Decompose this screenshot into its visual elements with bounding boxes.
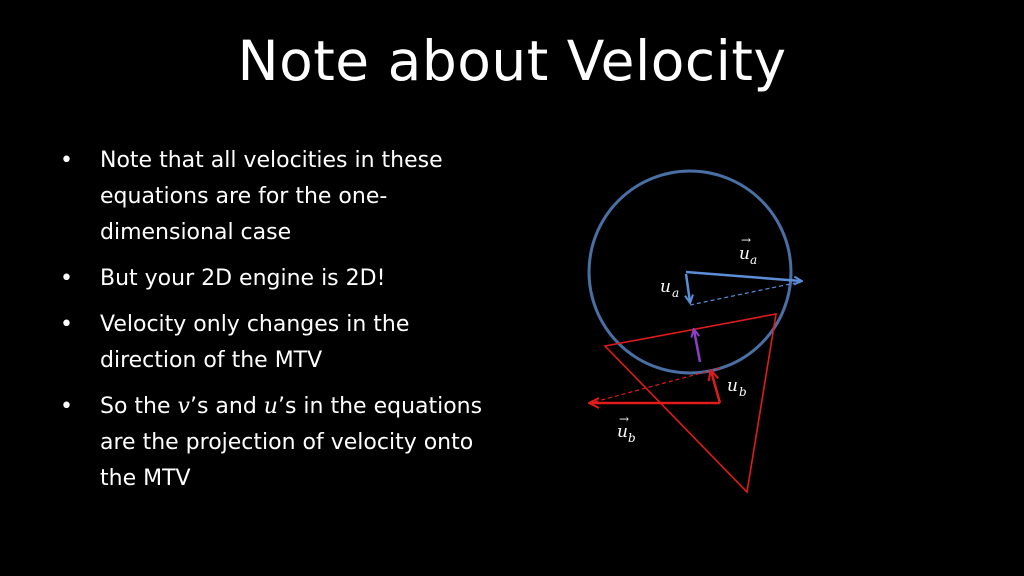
- velocity-vector-a: [686, 272, 801, 281]
- slide-title: Note about Velocity: [237, 29, 787, 93]
- label-ub-vector: [617, 412, 636, 445]
- label-base: u: [727, 376, 738, 396]
- bullet-marker: •: [60, 394, 73, 419]
- vector-arrow-glyph: →: [619, 412, 630, 426]
- bullet-text: But your 2D engine is 2D!: [100, 266, 386, 291]
- label-base: u: [739, 244, 750, 264]
- bullet-marker: •: [60, 148, 73, 173]
- bullet-text-pre: So the: [100, 394, 178, 419]
- projection-line-b: [594, 368, 720, 402]
- bullet-text: Velocity only changes in the direction of the MTV: [100, 312, 410, 373]
- mtv-arrow: [694, 330, 700, 362]
- math-var-u: u: [263, 394, 278, 419]
- label-subscript: a: [672, 286, 680, 300]
- label-subscript: a: [750, 253, 758, 267]
- label-subscript: b: [628, 431, 636, 445]
- projection-line-a: [690, 283, 795, 305]
- math-var-v: v: [177, 394, 190, 419]
- projected-velocity-a: [686, 274, 690, 302]
- label-base: u: [660, 277, 671, 297]
- label-ub: [727, 376, 747, 399]
- bullet-marker: •: [60, 266, 73, 291]
- projected-velocity-b: [711, 371, 720, 403]
- bullet-text: Note that all velocities in these equations are for the one-dimensional case: [100, 148, 443, 245]
- bullet-text-mid: ’s and: [189, 394, 264, 419]
- label-base: u: [617, 422, 628, 442]
- label-ua-vector: [739, 233, 757, 267]
- bullet-text-post: ’s in the equations are the projection of velocity onto the MTV: [100, 394, 483, 491]
- vector-arrow-glyph: →: [741, 233, 752, 247]
- bullet-marker: •: [60, 312, 73, 337]
- label-ua: [660, 277, 679, 300]
- label-subscript: b: [739, 385, 747, 399]
